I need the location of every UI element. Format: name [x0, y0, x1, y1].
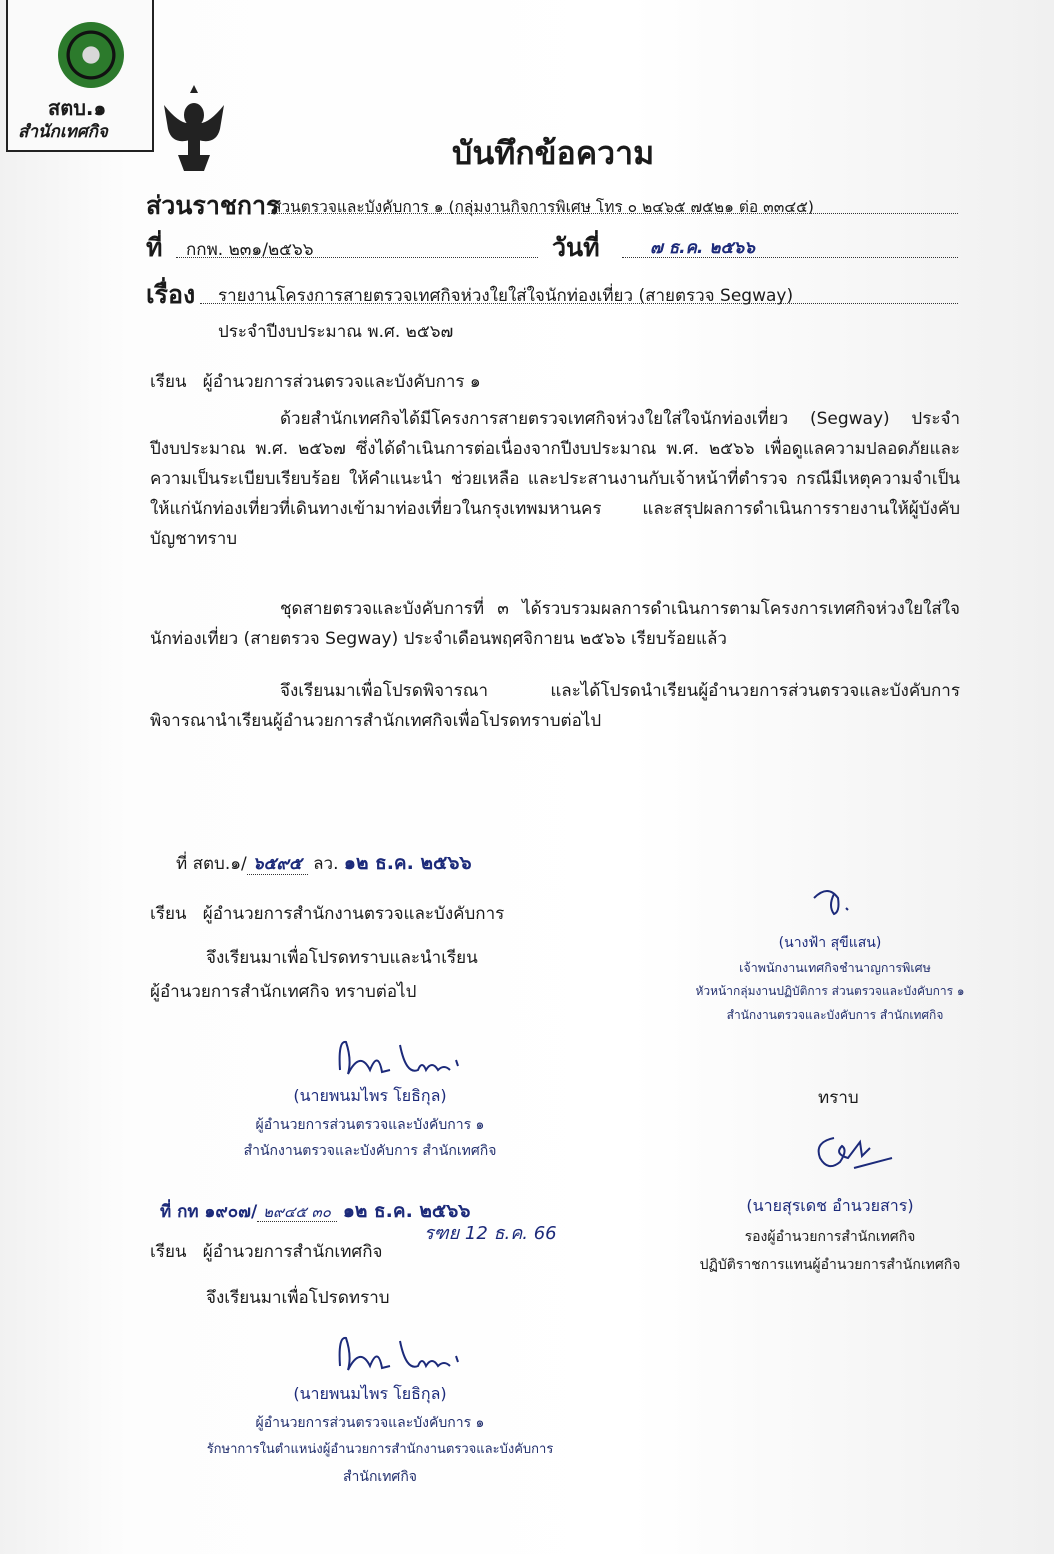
endorse1-signature-icon	[330, 1030, 470, 1080]
endorse2-hand-note: รฑย 12 ธ.ค. 66	[424, 1223, 557, 1244]
date-label: วันที่	[552, 233, 600, 262]
ref-label: ที่	[146, 233, 163, 262]
endorse1-ref-hand: ๖๕๙๕	[247, 854, 308, 875]
endorse2-signature-icon	[330, 1326, 470, 1376]
endorse2-pos3: สำนักเทศกิจ	[342, 1469, 418, 1485]
endorse1-pos2: สำนักงานตรวจและบังคับการ สำนักเทศกิจ	[243, 1143, 497, 1159]
date-value: ๗ ธ.ค. ๒๕๖๖	[650, 238, 755, 258]
office-stamp	[6, 0, 154, 152]
garuda-emblem-icon	[160, 85, 228, 175]
subject-line2: ประจำปีงบประมาณ พ.ศ. ๒๕๖๗	[218, 322, 454, 342]
body-paragraph-1: ด้วยสำนักเทศกิจได้มีโครงการสายตรวจเทศกิจห่วงใยใส่ใจนักท่องเที่ยว (Segway) ประจำปีงบประมาณ พ.ศ. ๒๕๖๗ ซึ่งได้ดำเนินการต่อเนื่องจากปีงบประมาณ พ.ศ. ๒๕๖๖ เพื่อดูแลความปลอดภัยและความเป็นระเบียบเรียบร้อย ให้คำแนะนำ ช่วยเหลือ และประสานงานกับเจ้าหน้าที่ตำรวจ กรณีมีเหตุความจำเป็นให้แก่นักท่องเที่ยวที่เดินทางเข้ามาท่องเที่ยวในกรุงเทพมหานคร และสรุปผลการดำเนินการรายงานให้ผู้บังคับบัญชาทราบ	[150, 409, 960, 549]
agency-value: ส่วนตรวจและบังคับการ ๑ (กลุ่มงานกิจการพิเศษ โทร ๐ ๒๔๖๕ ๗๕๒๑ ต่อ ๓๓๔๕)	[272, 198, 814, 216]
date-dotline	[622, 256, 958, 258]
agency-label: ส่วนราชการ	[146, 191, 280, 220]
right-pos3: สำนักงานตรวจและบังคับการ สำนักเทศกิจ	[726, 1008, 944, 1022]
agency-dotline	[268, 212, 958, 214]
endorse1-ref-prefix: ที่ สตบ.๑/	[176, 854, 247, 874]
endorse1-body1: จึงเรียนมาเพื่อโปรดทราบและนำเรียน	[206, 948, 478, 968]
endorse1-pos1: ผู้อำนวยการส่วนตรวจและบังคับการ ๑	[255, 1117, 485, 1133]
endorse1-ref-mid: ลว.	[313, 854, 339, 874]
salutation: เรียน ผู้อำนวยการส่วนตรวจและบังคับการ ๑	[150, 372, 481, 392]
endorse1-ref	[176, 848, 472, 878]
deputy-pos2: ปฏิบัติราชการแทนผู้อำนวยการสำนักเทศกิจ	[699, 1257, 961, 1273]
endorse2-body: จึงเรียนมาเพื่อโปรดทราบ	[206, 1288, 390, 1308]
subject-dotline	[200, 302, 958, 304]
right-pos1: เจ้าพนักงานเทศกิจชำนาญการพิเศษ	[739, 960, 931, 975]
endorse2-ref-prefix: ที่ กท ๑๙๐๗/	[160, 1202, 258, 1222]
ref-dotline	[176, 256, 538, 258]
deputy-signature-icon	[804, 1128, 894, 1184]
body-paragraph-2: ชุดสายตรวจและบังคับการที่ ๓ ได้รวบรวมผลการดำเนินการตามโครงการเทศกิจห่วงใยใส่ใจนักท่องเที่ยว (สายตรวจ Segway) ประจำเดือนพฤศจิกายน ๒๕๖๖ เรียบร้อยแล้ว	[150, 599, 960, 649]
memo-title: บันทึกข้อความ	[452, 134, 655, 172]
endorse2-pos2: รักษาการในตำแหน่งผู้อำนวยการสำนักงานตรวจและบังคับการ	[206, 1442, 554, 1457]
right-initial-signature-icon	[808, 884, 858, 920]
endorse1-ref-date: ๑๒ ธ.ค. ๒๕๖๖	[343, 852, 472, 874]
bma-emblem-icon	[58, 22, 124, 88]
stamp-line1: สตบ.๑	[48, 96, 107, 120]
endorse2-signer: (นายพนมไพร โยธิกุล)	[293, 1384, 447, 1403]
deputy-signer: (นายสุรเดช อำนวยสาร)	[746, 1196, 914, 1215]
ack-text: ทราบ	[818, 1088, 859, 1108]
endorse2-ref-date: ๑๒ ธ.ค. ๒๕๖๖	[342, 1200, 471, 1222]
right-pos2: หัวหน้ากลุ่มงานปฏิบัติการ ส่วนตรวจและบังคับการ ๑	[695, 984, 965, 998]
endorse2-ref-hand: ๒๙๔๕ ๓๐	[257, 1203, 337, 1222]
endorse2-pos1: ผู้อำนวยการส่วนตรวจและบังคับการ ๑	[255, 1415, 485, 1431]
body-paragraph-3: จึงเรียนมาเพื่อโปรดพิจารณา และได้โปรดนำเรียนผู้อำนวยการส่วนตรวจและบังคับการพิจารณานำเรียนผู้อำนวยการสำนักเทศกิจเพื่อโปรดทราบต่อไป	[150, 681, 960, 731]
subject-label: เรื่อง	[146, 280, 196, 309]
subject-line1: รายงานโครงการสายตรวจเทศกิจห่วงใยใส่ใจนักท่องเที่ยว (สายตรวจ Segway)	[218, 286, 794, 306]
deputy-pos1: รองผู้อำนวยการสำนักเทศกิจ	[744, 1229, 916, 1245]
ref-value: กกพ. ๒๓๑/๒๕๖๖	[186, 240, 314, 260]
endorse2-to: เรียน ผู้อำนวยการสำนักเทศกิจ	[150, 1242, 383, 1262]
endorse1-to: เรียน ผู้อำนวยการสำนักงานตรวจและบังคับการ	[150, 904, 505, 924]
stamp-line2: สำนักเทศกิจ	[18, 122, 108, 142]
right-signer: (นางฟ้า สุขีแสน)	[778, 935, 882, 951]
endorse1-body2: ผู้อำนวยการสำนักเทศกิจ ทราบต่อไป	[150, 982, 417, 1002]
endorse1-signer: (นายพนมไพร โยธิกุล)	[293, 1086, 447, 1105]
